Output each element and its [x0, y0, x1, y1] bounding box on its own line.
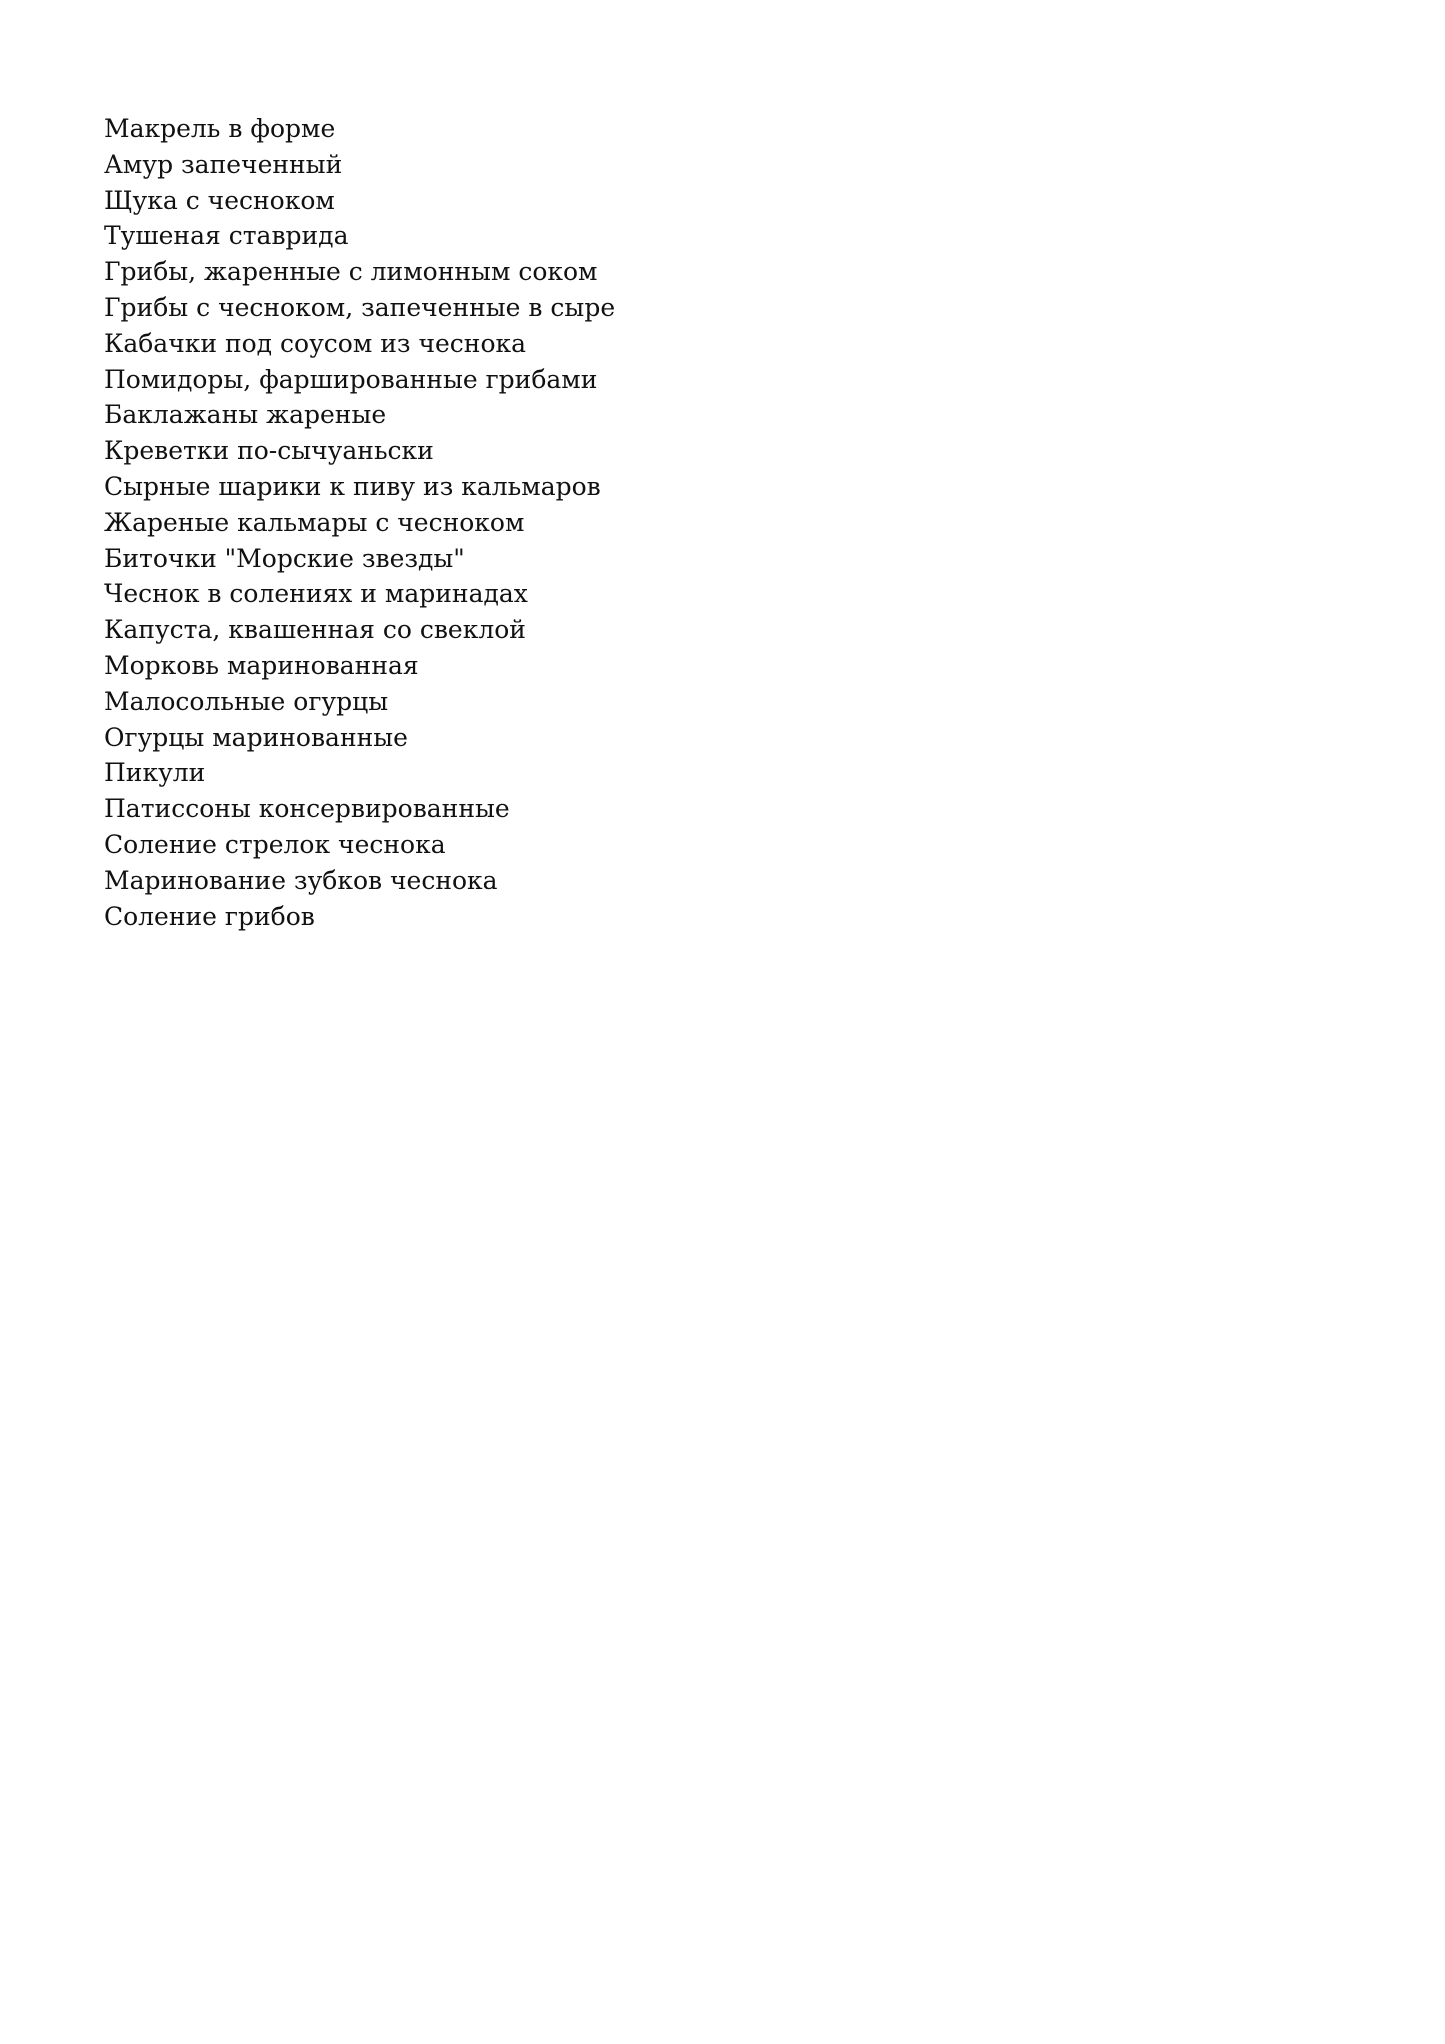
list-item: Патиссоны консервированные	[104, 794, 510, 824]
list-item: Соление стрелок чеснока	[104, 829, 446, 859]
recipe-list	[104, 111, 615, 934]
list-item: Биточки "Морские звезды"	[104, 543, 465, 573]
list-item: Кабачки под соусом из чеснока	[104, 328, 527, 358]
list-item: Макрель в форме	[104, 114, 336, 143]
list-item: Капуста, квашенная со свеклой	[104, 615, 526, 645]
list-item: Креветки по-сычуаньски	[104, 436, 434, 466]
list-item: Морковь маринованная	[104, 650, 419, 680]
list-item: Тушеная ставрида	[104, 221, 349, 251]
list-item: Пикули	[104, 758, 206, 788]
list-item: Щука с чесноком	[104, 185, 335, 215]
list-item: Чеснок в солениях и маринадах	[104, 579, 528, 609]
list-item: Соление грибов	[104, 901, 315, 931]
list-item: Амур запеченный	[104, 149, 343, 179]
list-item: Малосольные огурцы	[104, 686, 389, 716]
list-item: Помидоры, фаршированные грибами	[104, 364, 598, 394]
list-item: Маринование зубков чеснока	[104, 865, 498, 895]
list-item: Сырные шарики к пиву из кальмаров	[104, 471, 601, 501]
list-item: Огурцы маринованные	[104, 722, 408, 752]
list-item: Грибы с чесноком, запеченные в сыре	[104, 292, 616, 322]
list-item: Жареные кальмары с чесноком	[104, 507, 525, 537]
list-item: Баклажаны жареные	[104, 400, 387, 430]
list-item: Грибы, жаренные с лимонным соком	[104, 257, 598, 287]
